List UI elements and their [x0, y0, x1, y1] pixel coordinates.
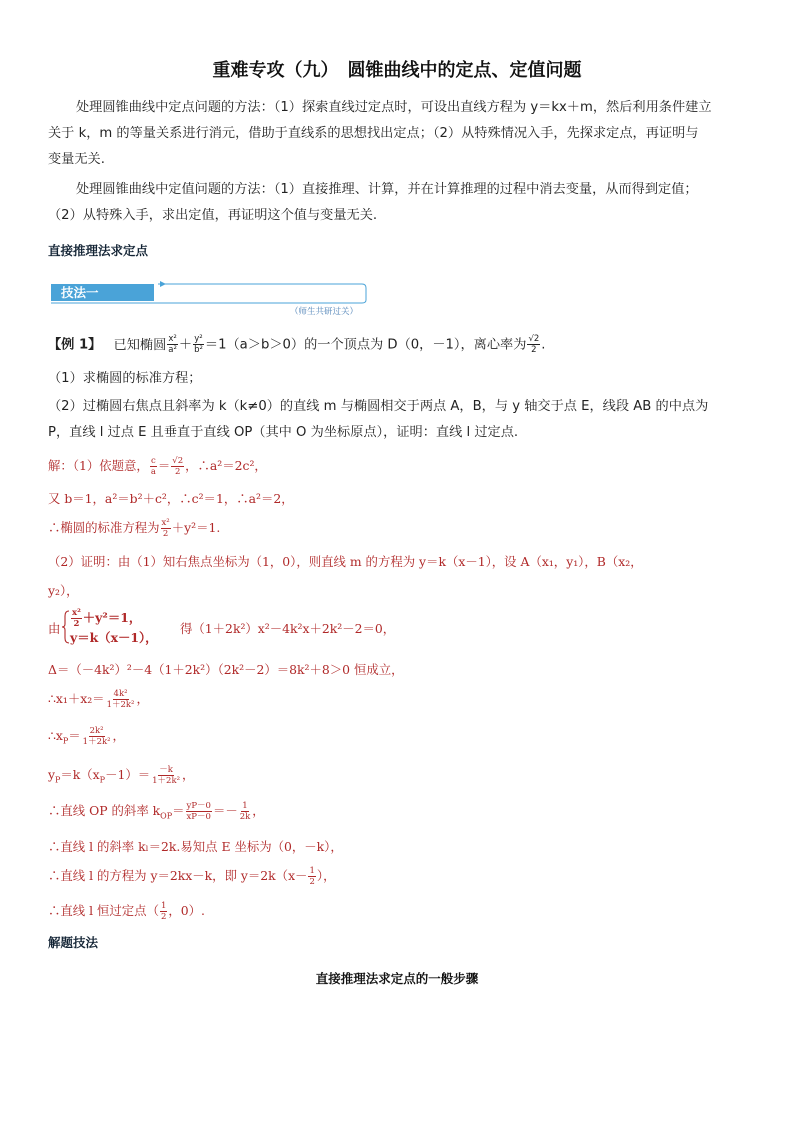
frac-half-b: $\frac{1}{2}$: [160, 901, 167, 922]
sol-line4: （2）证明：由（1）知右焦点坐标为（1，0），则直线 m 的方程为 y＝k（x－1），设 A（x₁，y₁），B（x₂，: [48, 554, 643, 569]
intro-p2-line1: 处理圆锥曲线中定值问题的方法：（1）直接推理、计算，并在计算推理的过程中消去变量，从而得到定值；: [76, 182, 698, 197]
sol-line2: 又 b＝1，a²＝b²＋c²，∴c²＝1，∴a²＝2，: [48, 491, 294, 506]
frac-1-2k: $\frac{1}{2k}$: [239, 801, 251, 822]
sol-line14: ∴直线 l 恒过定点（ $\frac{1}{2}$ ，0）.: [48, 901, 205, 922]
example-pre: 已知椭圆: [113, 337, 167, 353]
intro-p1-line3: 变量无关.: [48, 152, 105, 167]
skill-banner: [48, 280, 368, 304]
sol-line5: y₂），: [48, 583, 79, 598]
sol-line9: $\therefore x_P=$ $\frac{\text{2k²}}{\text{1＋2k²}}$ ，: [48, 726, 125, 747]
frac-x2-a2: $\frac{\text{x²}}{\text{a²}}$: [168, 334, 177, 355]
frac-y2-b2: $\frac{\text{y²}}{\text{b²}}$: [194, 334, 203, 355]
system-eq1: $\frac{\text{x²}}{2}$ ＋y²＝1，: [72, 608, 142, 629]
frac-kop: $\frac{yP-0}{xP-0}$: [186, 801, 211, 822]
intro-p2-line2: （2）从特殊入手，求出定值，再证明这个值与变量无关.: [48, 208, 378, 223]
technique-heading: 解题技法: [48, 935, 99, 950]
intro-p1-line1: 处理圆锥曲线中定点问题的方法：（1）探索直线过定点时，可设出直线方程为 y＝kx＋m，然后利用条件建立: [76, 100, 712, 115]
system-eq2: y＝k（x－1），: [70, 630, 158, 645]
sol-line3: ∴椭圆的标准方程为 $\frac{\text{x²}}{2}$ ＋y²＝1.: [48, 518, 221, 539]
example-tag: 【例 1】: [48, 337, 102, 353]
frac-xp: $\frac{\text{2k²}}{\text{1＋2k²}}$: [82, 726, 111, 747]
page-title: 重难专攻（九） 圆锥曲线中的定点、定值问题: [212, 60, 582, 81]
sol-line11: ∴直线 OP 的斜率 $k_{OP}=$ $\frac{yP-0}{xP-0}$ ＝－ $\frac{1}{2k}$ ，: [48, 801, 265, 822]
skill-note: （师生共研过关）: [290, 307, 359, 317]
example-mid: ＝1（a＞b＞0）的一个顶点为 D（0，－1），离心率为: [204, 337, 527, 353]
frac-yp: $\frac{-k}{\text{1＋2k²}}$: [152, 765, 180, 786]
example-line1: 【例 1】 已知椭圆 $\frac{\text{x²}}{\text{a²}}$ ＋ $\frac{\text{y²}}{\text{b²}}$ ＝1（a＞b＞0）的一个顶点为 D（0，－1），离心率为 $\frac{√2}{2}$ .: [48, 334, 546, 355]
frac-c-a: $\frac{c}{a}$: [150, 456, 156, 477]
steps-title: 直接推理法求定点的一般步骤: [315, 971, 479, 986]
sol-line7: Δ＝（－4k²）²－4（1＋2k²）（2k²－2）＝8k²＋8＞0 恒成立，: [48, 662, 404, 677]
intro-p1-line2: 关于 k，m 的等量关系进行消元，借助于直线系的思想找出定点；（2）从特殊情况入手，先探求定点，再证明与: [48, 126, 699, 141]
example-q2-line1: （2）过椭圆右焦点且斜率为 k（k≠0）的直线 m 与椭圆相交于两点 A，B，与 y 轴交于点 E，线段 AB 的中点为: [48, 399, 709, 414]
frac-sum-roots: $\frac{\text{4k²}}{\text{1＋2k²}}$: [106, 689, 135, 710]
brace-icon: [62, 610, 70, 644]
sol-line10: $y_P=k(x_P-1)=$ $\frac{-k}{\text{1＋2k²}}$ ，: [48, 765, 195, 786]
frac-x2-2: $\frac{\text{x²}}{2}$: [161, 518, 170, 539]
frac-sqrt2-2-sol: $\frac{√2}{2}$: [172, 456, 184, 477]
skill-label: 技法一: [51, 284, 154, 301]
sol-line13: ∴直线 l 的方程为 y＝2kx－k，即 y＝2k（x－ $\frac{1}{2}$ ），: [48, 866, 336, 887]
sol-line12: ∴直线 l 的斜率 kₗ＝2k.易知点 E 坐标为（0，－k），: [48, 839, 343, 854]
example-q1: （1）求椭圆的标准方程；: [48, 371, 202, 386]
sol-line8: ∴x₁＋x₂＝ $\frac{\text{4k²}}{\text{1＋2k²}}$ ，: [48, 689, 149, 710]
frac-sqrt2-2: $\frac{√2}{2}$: [528, 334, 540, 355]
sol-line1: 解：（1）依题意， $\frac{c}{a}$ ＝ $\frac{√2}{2}$ ，∴a²＝2c²，: [48, 456, 267, 477]
example-q2-line2: P，直线 l 过点 E 且垂直于直线 OP（其中 O 为坐标原点），证明：直线 l 过定点.: [48, 425, 519, 440]
frac-half-a: $\frac{1}{2}$: [309, 866, 315, 887]
section-heading: 直接推理法求定点: [48, 243, 149, 258]
